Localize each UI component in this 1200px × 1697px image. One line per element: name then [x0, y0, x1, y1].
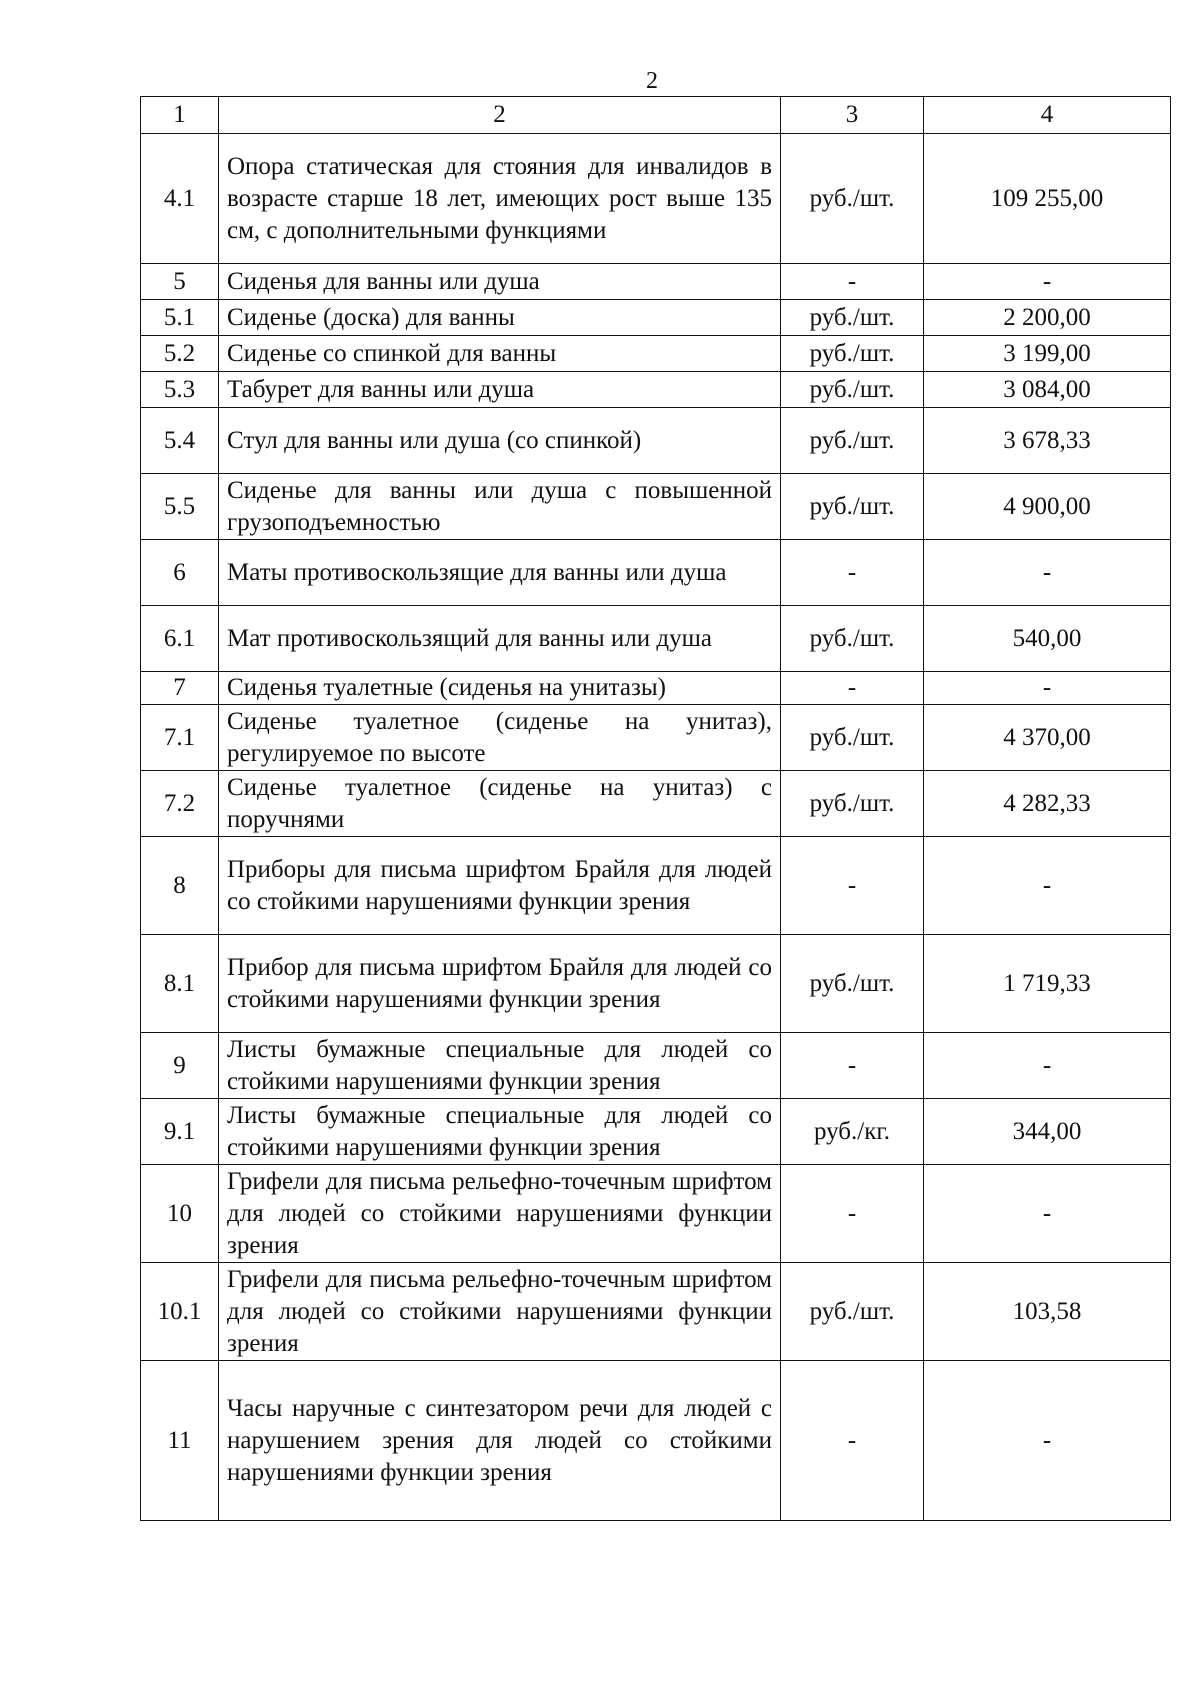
row-number: 10 — [141, 1165, 219, 1263]
item-price: 3 199,00 — [924, 336, 1171, 372]
item-unit: - — [781, 837, 924, 935]
row-number: 8.1 — [141, 935, 219, 1033]
table-row — [141, 1263, 1171, 1361]
item-unit: - — [781, 1033, 924, 1099]
table-row — [141, 1165, 1171, 1263]
header-cell: 2 — [219, 97, 781, 134]
page-number: 2 — [646, 68, 658, 94]
item-unit: руб./шт. — [781, 474, 924, 540]
item-name: Часы наручные с синтезатором речи для людей с нарушением зрения для людей со стойкими нарушениями функции зрения — [219, 1361, 781, 1521]
header-cell: 4 — [924, 97, 1171, 134]
table-row — [141, 134, 1171, 264]
row-number: 5.1 — [141, 300, 219, 336]
item-name: Грифели для письма рельефно-точечным шрифтом для людей со стойкими нарушениями функции зрения — [219, 1165, 781, 1263]
row-number: 5.4 — [141, 408, 219, 474]
item-price: - — [924, 264, 1171, 300]
item-unit: руб./шт. — [781, 606, 924, 672]
item-unit: - — [781, 1361, 924, 1521]
item-price: - — [924, 1165, 1171, 1263]
table-row — [141, 606, 1171, 672]
table-row — [141, 1033, 1171, 1099]
item-unit: руб./шт. — [781, 408, 924, 474]
item-name: Сиденье (доска) для ванны — [219, 300, 781, 336]
item-unit: руб./шт. — [781, 372, 924, 408]
table-row — [141, 264, 1171, 300]
row-number: 5.3 — [141, 372, 219, 408]
item-price: 103,58 — [924, 1263, 1171, 1361]
item-price: 4 900,00 — [924, 474, 1171, 540]
item-name: Сиденья туалетные (сиденья на унитазы) — [219, 672, 781, 705]
item-price: 3 678,33 — [924, 408, 1171, 474]
table-row — [141, 474, 1171, 540]
item-unit: руб./шт. — [781, 134, 924, 264]
item-price: - — [924, 672, 1171, 705]
item-name: Сиденье для ванны или душа с повышенной грузоподъемностью — [219, 474, 781, 540]
table-row — [141, 935, 1171, 1033]
row-number: 11 — [141, 1361, 219, 1521]
item-price: - — [924, 1033, 1171, 1099]
table-row — [141, 837, 1171, 935]
table-row — [141, 672, 1171, 705]
item-price: 109 255,00 — [924, 134, 1171, 264]
row-number: 4.1 — [141, 134, 219, 264]
item-unit: - — [781, 672, 924, 705]
item-name: Сиденья для ванны или душа — [219, 264, 781, 300]
row-number: 6.1 — [141, 606, 219, 672]
header-cell: 3 — [781, 97, 924, 134]
row-number: 9.1 — [141, 1099, 219, 1165]
price-table — [140, 96, 1171, 1521]
item-name: Сиденье туалетное (сиденье на унитаз), регулируемое по высоте — [219, 705, 781, 771]
item-name: Опора статическая для стояния для инвалидов в возрасте старше 18 лет, имеющих рост выше 135 см, с дополнительными функциями — [219, 134, 781, 264]
item-unit: руб./шт. — [781, 771, 924, 837]
item-name: Прибор для письма шрифтом Брайля для людей со стойкими нарушениями функции зрения — [219, 935, 781, 1033]
item-price: 1 719,33 — [924, 935, 1171, 1033]
item-unit: руб./шт. — [781, 1263, 924, 1361]
item-price: 4 282,33 — [924, 771, 1171, 837]
item-price: - — [924, 540, 1171, 606]
row-number: 6 — [141, 540, 219, 606]
item-unit: руб./кг. — [781, 1099, 924, 1165]
item-price: 344,00 — [924, 1099, 1171, 1165]
item-name: Мат противоскользящий для ванны или душа — [219, 606, 781, 672]
item-name: Сиденье со спинкой для ванны — [219, 336, 781, 372]
item-price: - — [924, 1361, 1171, 1521]
item-name: Стул для ванны или душа (со спинкой) — [219, 408, 781, 474]
table-row — [141, 540, 1171, 606]
table-header-row — [141, 97, 1171, 134]
row-number: 5.2 — [141, 336, 219, 372]
table-row — [141, 1099, 1171, 1165]
row-number: 9 — [141, 1033, 219, 1099]
item-unit: руб./шт. — [781, 300, 924, 336]
table-row — [141, 705, 1171, 771]
row-number: 10.1 — [141, 1263, 219, 1361]
item-unit: - — [781, 1165, 924, 1263]
item-name: Маты противоскользящие для ванны или душа — [219, 540, 781, 606]
table-row — [141, 1361, 1171, 1521]
table-row — [141, 408, 1171, 474]
item-unit: - — [781, 264, 924, 300]
row-number: 8 — [141, 837, 219, 935]
item-name: Табурет для ванны или душа — [219, 372, 781, 408]
row-number: 7.2 — [141, 771, 219, 837]
item-price: 540,00 — [924, 606, 1171, 672]
item-price: - — [924, 837, 1171, 935]
row-number: 7.1 — [141, 705, 219, 771]
item-name: Приборы для письма шрифтом Брайля для людей со стойкими нарушениями функции зрения — [219, 837, 781, 935]
row-number: 5.5 — [141, 474, 219, 540]
item-unit: руб./шт. — [781, 336, 924, 372]
item-price: 2 200,00 — [924, 300, 1171, 336]
item-name: Листы бумажные специальные для людей со стойкими нарушениями функции зрения — [219, 1033, 781, 1099]
table-row — [141, 771, 1171, 837]
row-number: 7 — [141, 672, 219, 705]
header-cell: 1 — [141, 97, 219, 134]
item-unit: руб./шт. — [781, 935, 924, 1033]
item-name: Сиденье туалетное (сиденье на унитаз) с поручнями — [219, 771, 781, 837]
item-name: Грифели для письма рельефно-точечным шрифтом для людей со стойкими нарушениями функции зрения — [219, 1263, 781, 1361]
item-unit: руб./шт. — [781, 705, 924, 771]
table-row — [141, 300, 1171, 336]
item-price: 3 084,00 — [924, 372, 1171, 408]
row-number: 5 — [141, 264, 219, 300]
item-unit: - — [781, 540, 924, 606]
item-price: 4 370,00 — [924, 705, 1171, 771]
table-row — [141, 372, 1171, 408]
item-name: Листы бумажные специальные для людей со стойкими нарушениями функции зрения — [219, 1099, 781, 1165]
table-row — [141, 336, 1171, 372]
